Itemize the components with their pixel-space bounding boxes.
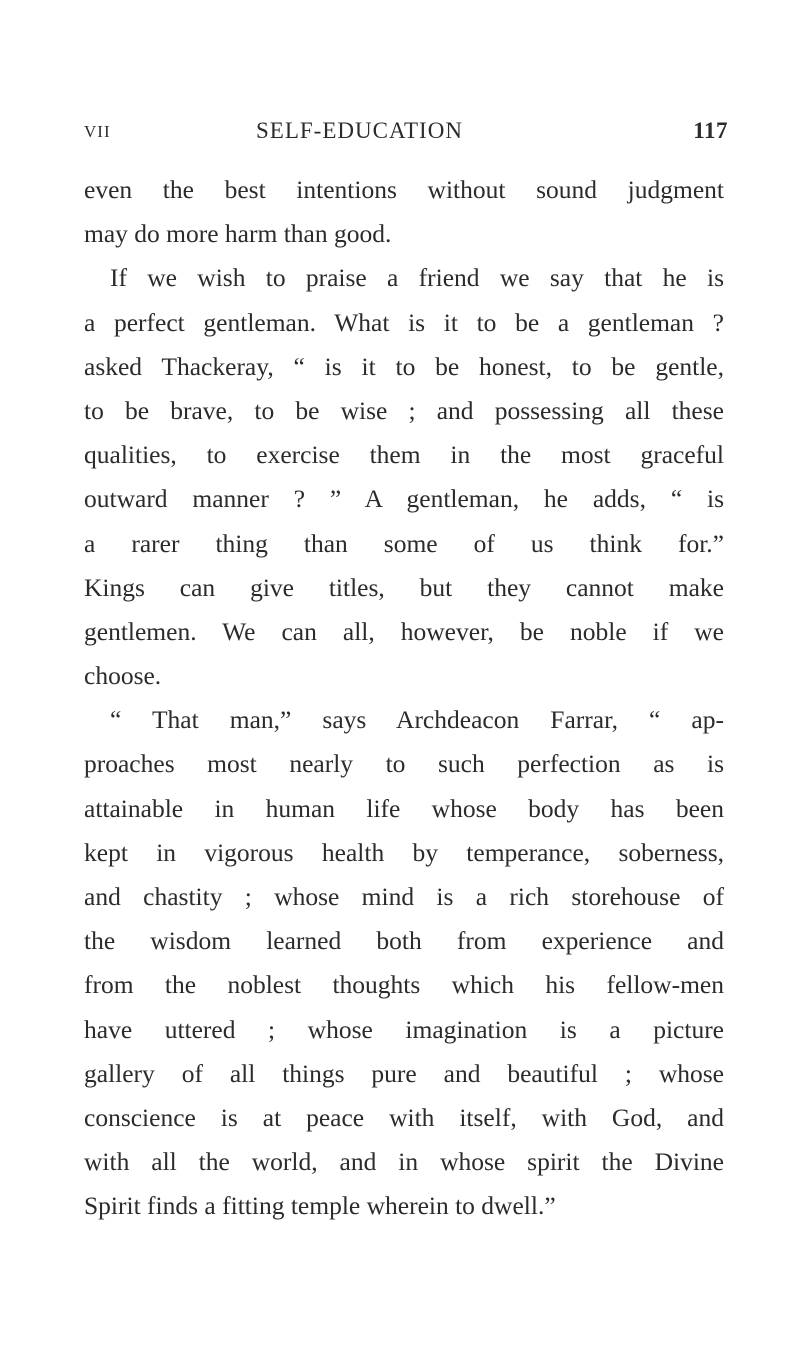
page-number: 117	[693, 118, 728, 143]
text-line: even the best intentions without sound judgment	[84, 175, 724, 204]
text-line: “ That man,” says Archdeacon Farrar, “ ap-	[110, 705, 724, 735]
text-line: Spirit finds a fitting temple wherein to dwell.”	[84, 1191, 556, 1221]
text-line: and chastity ; whose mind is a rich storehouse of	[84, 882, 724, 911]
text-line: kept in vigorous health by temperance, soberness,	[84, 837, 724, 867]
text-line: may do more harm than good.	[84, 219, 392, 249]
text-line: outward manner ? ” A gentleman, he adds, “ is	[84, 484, 724, 514]
text-line: with all the world, and in whose spirit the Divine	[84, 1147, 724, 1177]
text-line: have uttered ; whose imagination is a picture	[84, 1014, 724, 1044]
text-line: from the noblest thoughts which his fellow-men	[84, 970, 724, 1000]
text-line: asked Thackeray, “ is it to be honest, to be gentle,	[84, 351, 724, 381]
text-line: If we wish to praise a friend we say that he is	[110, 263, 724, 293]
text-line: attainable in human life whose body has been	[84, 793, 724, 823]
text-line: gentlemen. We can all, however, be noble if we	[84, 616, 724, 646]
text-line: proaches most nearly to such perfection as is	[84, 749, 724, 779]
text-line: the wisdom learned both from experience and	[84, 926, 724, 956]
text-line: to be brave, to be wise ; and possessing all these	[84, 395, 724, 425]
running-head	[84, 118, 728, 148]
body-text	[84, 168, 724, 1229]
text-line: gallery of all things pure and beautiful ; whose	[84, 1058, 724, 1088]
text-line: conscience is at peace with itself, with God, and	[84, 1102, 724, 1132]
text-line: qualities, to exercise them in the most graceful	[84, 440, 724, 470]
text-line: Kings can give titles, but they cannot make	[84, 572, 724, 602]
text-line: a rarer thing than some of us think for.”	[84, 528, 724, 558]
text-line: choose.	[84, 661, 162, 691]
chapter-number: VII	[84, 122, 111, 141]
text-line: a perfect gentleman. What is it to be a gentleman ?	[84, 307, 724, 337]
chapter-title: SELF-EDUCATION	[256, 118, 463, 143]
